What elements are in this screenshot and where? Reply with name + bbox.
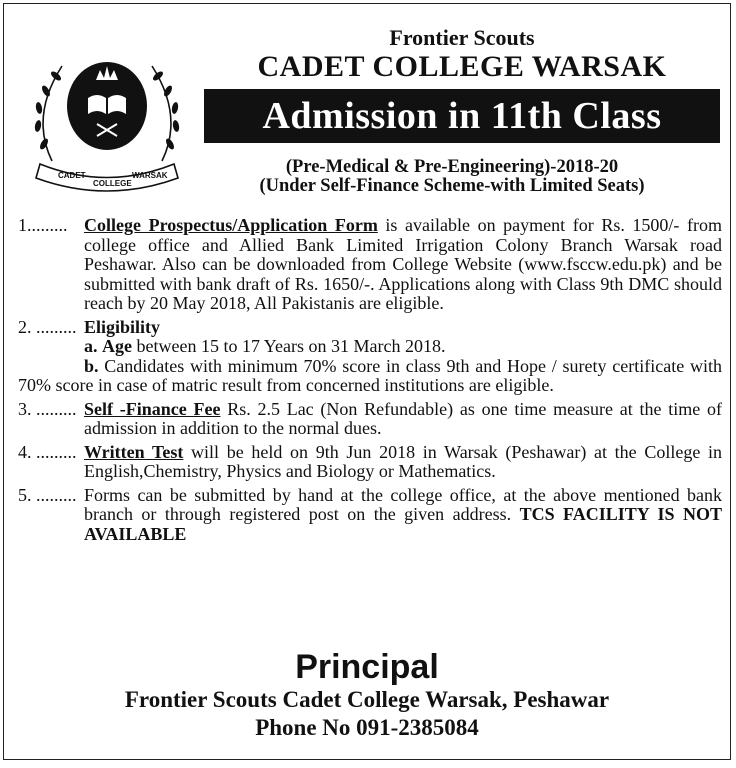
item-heading: College Prospectus/Application Form <box>84 215 378 235</box>
age-text: between 15 to 17 Years on 31 March 2018. <box>132 336 446 356</box>
item-number: 2. ......... <box>18 316 77 337</box>
age-label: Age <box>102 336 132 356</box>
item-heading: Self -Finance Fee <box>84 398 221 419</box>
address: Frontier Scouts Cadet College Warsak, Peshawar <box>124 687 610 712</box>
item-body <box>84 400 722 439</box>
item-heading: Written Test <box>84 441 184 462</box>
subtitle-line-2: (Under Self-Finance Scheme-with Limited Seats) <box>259 176 645 196</box>
admission-banner: Admission in 11th Class <box>204 89 720 143</box>
phone-number: Phone No 091-2385084 <box>255 715 479 740</box>
footer <box>4 648 730 742</box>
header <box>204 26 720 143</box>
item-number: 4. ......... <box>18 441 77 462</box>
college-name: CADET COLLEGE WARSAK <box>257 50 667 83</box>
org-name: Frontier Scouts <box>389 25 535 50</box>
college-crest-logo <box>22 36 192 196</box>
item-body <box>84 216 722 314</box>
item-number: 5. ......... <box>18 484 77 505</box>
scroll-word-3: WARSAK <box>132 171 168 180</box>
list-item <box>18 400 722 439</box>
list-item <box>18 318 722 357</box>
list-item <box>18 443 722 482</box>
tcs-notice: TCS FACILITY IS NOT AVAILABLE <box>84 504 722 544</box>
sub-label: a. <box>84 336 98 356</box>
list-item <box>18 486 722 545</box>
principal-title: Principal <box>295 648 439 686</box>
list-item <box>18 357 722 396</box>
item-text: Rs. 2.5 Lac (Non Refundable) as one time measure at the time of admission in addition to the normal dues. <box>84 398 722 438</box>
item-number: 1......... <box>18 215 68 235</box>
item-text: is available on payment for Rs. 1500/- from college office and Allied Bank Limited Irrigation Colony Branch Warsak road Peshawar. Also can be downloaded from College Website (www.fsccw.edu.pk) and be submitted with bank draft of Rs. 1650/-. Applications along with Class 9th DMC should reach by 20 May 2018, All Pakistanis are eligible. <box>84 215 722 313</box>
item-body <box>84 443 722 482</box>
item-number: 3. ......... <box>18 398 77 419</box>
item-body <box>84 486 722 545</box>
sub-label: b. <box>84 355 99 376</box>
item-body <box>84 318 722 357</box>
eligibility-score <box>18 357 722 396</box>
eligibility-age <box>84 337 722 357</box>
score-text: Candidates with minimum 70% score in class 9th and Hope / surety certificate with 70% score in case of matric result from concerned institutions are eligible. <box>18 355 722 395</box>
subtitle-line-1: (Pre-Medical & Pre-Engineering)-2018-20 <box>285 157 619 177</box>
notice-items <box>18 216 722 548</box>
cadet-college-crest-icon <box>22 36 192 196</box>
item-heading: Eligibility <box>84 316 161 337</box>
item-text: Forms can be submitted by hand at the college office, at the above mentioned bank branch or through registered post on the given address. <box>84 484 722 524</box>
list-item <box>18 216 722 314</box>
scroll-word-1: CADET <box>58 171 86 180</box>
program-subtitle <box>174 158 730 196</box>
item-text: will be held on 9th Jun 2018 in Warsak (Peshawar) at the College in English,Chemistry, Physics and Biology or Mathematics. <box>84 441 723 481</box>
advertisement-page <box>3 3 731 760</box>
scroll-word-2: COLLEGE <box>93 179 132 188</box>
